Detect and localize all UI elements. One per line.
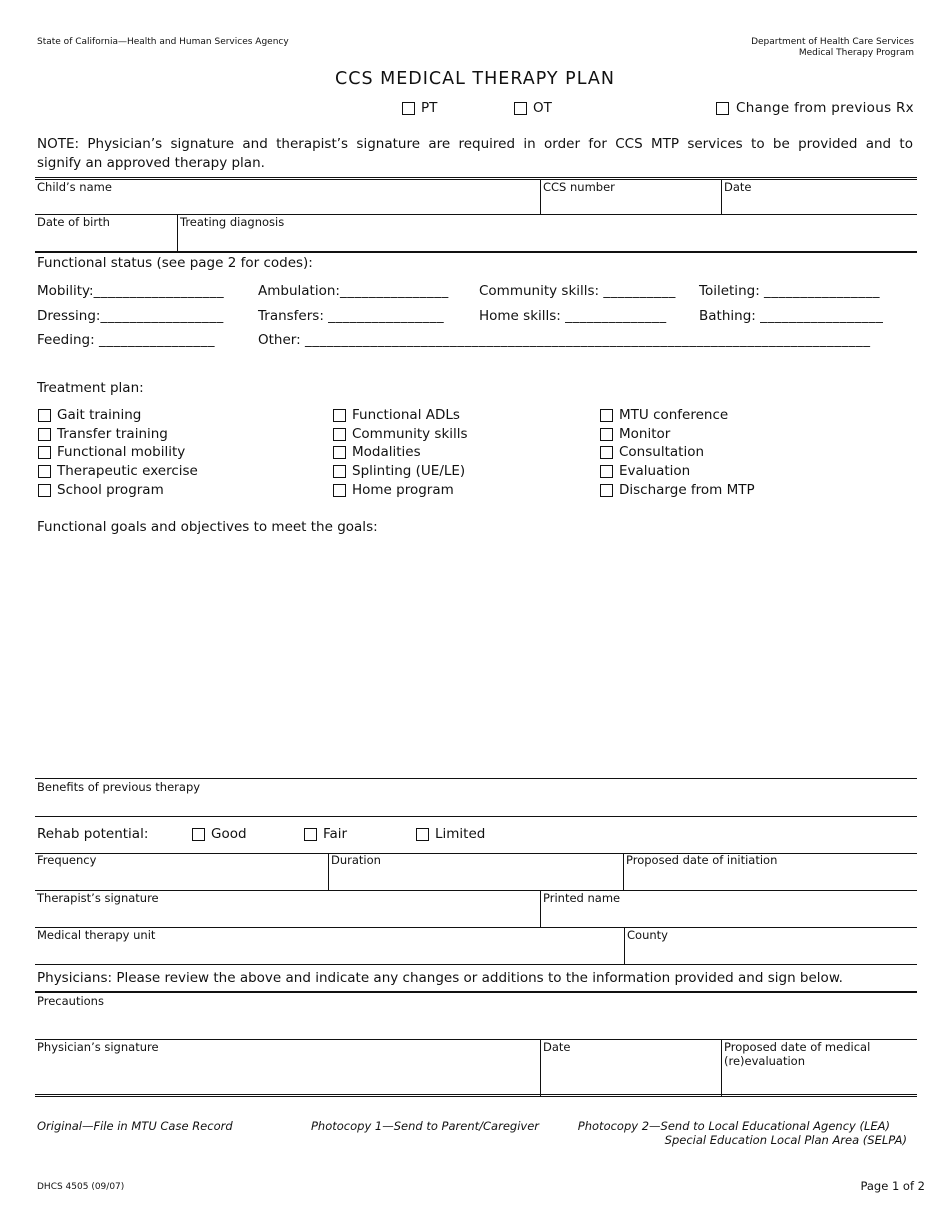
printed-name-label: Printed name — [543, 891, 621, 905]
modalities-label: Modalities — [352, 444, 421, 460]
home-skills-field[interactable] — [479, 308, 667, 324]
functional-status-heading: Functional status (see page 2 for codes): — [37, 255, 313, 271]
bathing-blank: _________________ — [760, 308, 884, 324]
pt-checkbox[interactable] — [402, 102, 415, 115]
dressing-label: Dressing: — [37, 308, 101, 324]
community-skills-checkbox[interactable] — [333, 428, 346, 441]
dressing-blank: _________________ — [100, 308, 224, 324]
goals-text-area[interactable] — [37, 540, 915, 776]
reevaluation-label-line-2: (re)evaluation — [724, 1054, 806, 1068]
department-name: Department of Health Care Services — [751, 37, 914, 47]
therapy-unit-label: Medical therapy unit — [37, 928, 156, 942]
school-program-checkbox[interactable] — [38, 484, 51, 497]
home-skills-label: Home skills: — [479, 308, 561, 324]
program-name: Medical Therapy Program — [798, 48, 914, 58]
functional-mobility-checkbox[interactable] — [38, 446, 51, 459]
discharge-label: Discharge from MTP — [619, 482, 755, 498]
form-number: DHCS 4505 (09/07) — [37, 1182, 125, 1192]
distribution-copy-2-line-1: Photocopy 2—Send to Local Educational Agency (LEA) — [577, 1119, 890, 1133]
mtu-conference-checkbox[interactable] — [600, 409, 613, 422]
rehab-good-checkbox[interactable] — [192, 828, 205, 841]
gait-training-label: Gait training — [57, 407, 142, 423]
ambulation-blank: _______________ — [339, 283, 449, 299]
childs-name-label: Child’s name — [37, 180, 112, 194]
functional-adls-label: Functional ADLs — [352, 407, 460, 423]
change-rx-checkbox[interactable] — [716, 102, 729, 115]
evaluation-checkbox[interactable] — [600, 465, 613, 478]
bathing-label: Bathing: — [699, 308, 756, 324]
functional-mobility-label: Functional mobility — [57, 444, 186, 460]
community-skills-plan-label: Community skills — [352, 426, 468, 442]
distribution-original: Original—File in MTU Case Record — [37, 1119, 233, 1133]
date-label: Date — [724, 180, 752, 194]
change-rx-label: Change from previous Rx — [736, 100, 914, 116]
therapeutic-exercise-label: Therapeutic exercise — [57, 463, 198, 479]
ambulation-field[interactable] — [258, 283, 449, 299]
home-program-checkbox[interactable] — [333, 484, 346, 497]
functional-adls-checkbox[interactable] — [333, 409, 346, 422]
form-title: CCS MEDICAL THERAPY PLAN — [335, 69, 615, 89]
distribution-copy-1: Photocopy 1—Send to Parent/Caregiver — [311, 1119, 540, 1133]
consultation-label: Consultation — [619, 444, 705, 460]
transfers-label: Transfers: — [258, 308, 324, 324]
rehab-good-label: Good — [211, 826, 247, 842]
benefits-label: Benefits of previous therapy — [37, 780, 201, 794]
mobility-label: Mobility: — [37, 283, 94, 299]
precautions-label: Precautions — [37, 994, 104, 1008]
physicians-instruction: Physicians: Please review the above and indicate any changes or additions to the information provided and sign below. — [37, 970, 843, 986]
toileting-field[interactable] — [699, 283, 880, 299]
community-skills-field[interactable] — [479, 283, 676, 299]
note-line-1: NOTE: Physician’s signature and therapist’s signature are required in order for CCS MTP services to be provided and to — [37, 136, 913, 152]
treating-diagnosis-label: Treating diagnosis — [180, 215, 285, 229]
transfers-blank: ________________ — [328, 308, 445, 324]
school-program-label: School program — [57, 482, 164, 498]
mtu-conference-label: MTU conference — [619, 407, 729, 423]
rehab-limited-checkbox[interactable] — [416, 828, 429, 841]
date-of-birth-label: Date of birth — [37, 215, 110, 229]
community-skills-blank: __________ — [603, 283, 676, 299]
dressing-field[interactable] — [37, 308, 224, 324]
evaluation-label: Evaluation — [619, 463, 691, 479]
physician-signature-label: Physician’s signature — [37, 1040, 159, 1054]
therapist-signature-label: Therapist’s signature — [37, 891, 159, 905]
monitor-label: Monitor — [619, 426, 671, 442]
ot-label: OT — [533, 100, 552, 116]
consultation-checkbox[interactable] — [600, 446, 613, 459]
page-number: Page 1 of 2 — [860, 1179, 925, 1193]
transfer-training-label: Transfer training — [57, 426, 168, 442]
transfer-training-checkbox[interactable] — [38, 428, 51, 441]
duration-label: Duration — [331, 853, 381, 867]
splinting-label: Splinting (UE/LE) — [352, 463, 466, 479]
bathing-field[interactable] — [699, 308, 883, 324]
feeding-field[interactable] — [37, 332, 215, 348]
ot-checkbox[interactable] — [514, 102, 527, 115]
other-field[interactable] — [258, 332, 888, 348]
monitor-checkbox[interactable] — [600, 428, 613, 441]
other-label: Other: — [258, 332, 301, 348]
frequency-label: Frequency — [37, 853, 97, 867]
pt-label: PT — [421, 100, 438, 116]
rehab-fair-checkbox[interactable] — [304, 828, 317, 841]
toileting-blank: ________________ — [764, 283, 881, 299]
other-blank: ______________________________________________________________________________ — [304, 332, 871, 348]
county-label: County — [627, 928, 668, 942]
rehab-fair-label: Fair — [323, 826, 348, 842]
therapeutic-exercise-checkbox[interactable] — [38, 465, 51, 478]
gait-training-checkbox[interactable] — [38, 409, 51, 422]
rehab-limited-label: Limited — [435, 826, 486, 842]
feeding-label: Feeding: — [37, 332, 95, 348]
physician-date-label: Date — [543, 1040, 571, 1054]
home-skills-blank: ______________ — [565, 308, 667, 324]
community-skills-label: Community skills: — [479, 283, 600, 299]
toileting-label: Toileting: — [699, 283, 760, 299]
agency-name: State of California—Health and Human Services Agency — [37, 37, 289, 47]
feeding-blank: ________________ — [98, 332, 215, 348]
discharge-checkbox[interactable] — [600, 484, 613, 497]
reevaluation-label-line-1: Proposed date of medical — [724, 1040, 871, 1054]
home-program-label: Home program — [352, 482, 454, 498]
rehab-potential-label: Rehab potential: — [37, 826, 149, 842]
note-line-2: signify an approved therapy plan. — [37, 155, 265, 171]
modalities-checkbox[interactable] — [333, 446, 346, 459]
splinting-checkbox[interactable] — [333, 465, 346, 478]
mobility-blank: __________________ — [93, 283, 225, 299]
goals-heading: Functional goals and objectives to meet the goals: — [37, 519, 378, 535]
ambulation-label: Ambulation: — [258, 283, 340, 299]
proposed-initiation-label: Proposed date of initiation — [626, 853, 778, 867]
treatment-plan-heading: Treatment plan: — [37, 380, 144, 396]
distribution-copy-2-line-2: Special Education Local Plan Area (SELPA) — [664, 1133, 907, 1147]
ccs-number-label: CCS number — [543, 180, 615, 194]
transfers-field[interactable] — [258, 308, 444, 324]
mobility-field[interactable] — [37, 283, 224, 299]
